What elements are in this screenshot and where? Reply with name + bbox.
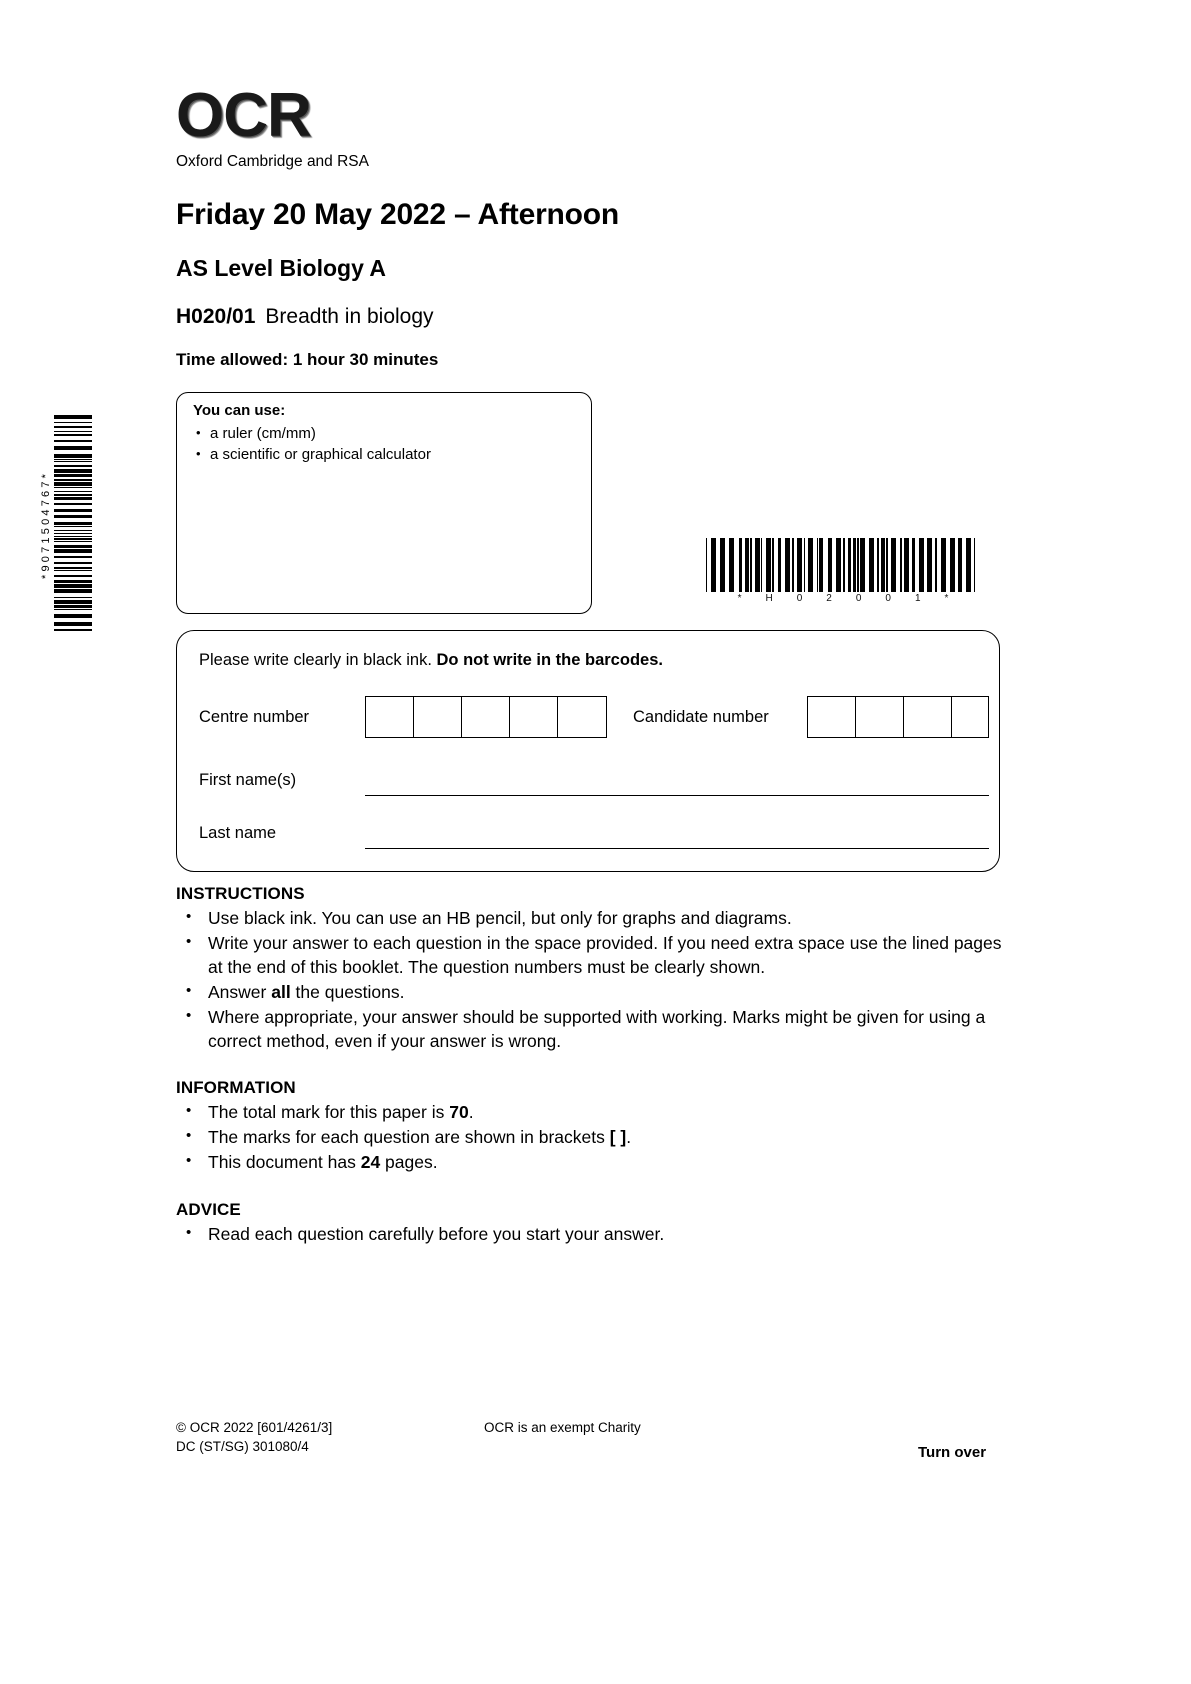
- ocr-strapline: Oxford Cambridge and RSA: [176, 153, 369, 170]
- last-name-row: [199, 824, 989, 860]
- information-list-item: • The total mark for this paper is 70.: [176, 1100, 1006, 1124]
- unit-title: [176, 305, 434, 329]
- centre-number-label: Centre number: [199, 708, 310, 726]
- candidate-number-input[interactable]: [807, 696, 989, 738]
- left-vertical-barcode: [40, 415, 92, 635]
- footer-copyright: © OCR 2022 [601/4261/3]: [176, 1420, 333, 1435]
- qualification-title: AS Level Biology A: [176, 255, 387, 281]
- information-list: [176, 1100, 1006, 1174]
- footer-left: [176, 1418, 332, 1456]
- candidate-note-plain: Please write clearly in black ink.: [199, 651, 437, 669]
- footer-turn-over: Turn over: [918, 1444, 987, 1461]
- materials-list-item: • a ruler (cm/mm): [193, 423, 431, 444]
- advice-heading: ADVICE: [176, 1200, 241, 1219]
- left-barcode-text: *9071504767*: [40, 470, 52, 580]
- unit-name: Breadth in biology: [265, 305, 434, 328]
- materials-list-item: • a scientific or graphical calculator: [193, 444, 431, 465]
- instructions-heading: INSTRUCTIONS: [176, 884, 305, 903]
- candidate-note-bold: Do not write in the barcodes.: [436, 651, 663, 669]
- information-list-item: • This document has 24 pages.: [176, 1150, 1006, 1174]
- ocr-logo-block: [176, 82, 416, 172]
- first-name-input[interactable]: [365, 795, 989, 796]
- top-barcode-text: *H02001*: [737, 593, 973, 604]
- left-barcode-bars: [54, 415, 92, 635]
- instructions-list-item: • Write your answer to each question in the space provided. If you need extra space use the lined pages at the end of this booklet. The question numbers must be clearly shown.: [176, 931, 1006, 979]
- first-name-row: [199, 771, 989, 807]
- instructions-list: [176, 906, 1006, 1053]
- candidate-number-label: Candidate number: [633, 708, 769, 726]
- instructions-list-item: • Answer all the questions.: [176, 980, 1006, 1004]
- exam-date-session: Friday 20 May 2022 – Afternoon: [176, 198, 620, 231]
- information-section: [176, 1078, 1006, 1175]
- advice-list-item: • Read each question carefully before you start your answer.: [176, 1222, 1006, 1246]
- footer-doc-code: DC (ST/SG) 301080/4: [176, 1439, 309, 1454]
- last-name-label: Last name: [199, 824, 277, 842]
- information-heading: INFORMATION: [176, 1078, 296, 1097]
- instructions-section: [176, 884, 1006, 1054]
- candidate-details-box: [176, 630, 1000, 872]
- first-name-label: First name(s): [199, 771, 297, 789]
- materials-box: [176, 392, 592, 614]
- unit-code: H020/01: [176, 305, 256, 328]
- candidate-details-note: [199, 651, 663, 670]
- advice-section: [176, 1200, 1006, 1247]
- last-name-input[interactable]: [365, 848, 989, 849]
- top-horizontal-barcode: [706, 538, 980, 604]
- instructions-list-item: • Where appropriate, your answer should be supported with working. Marks might be given for using a correct method, even if your answer is wrong.: [176, 1005, 1006, 1053]
- materials-box-title: You can use:: [193, 402, 286, 419]
- information-list-item: • The marks for each question are shown in brackets [ ].: [176, 1125, 1006, 1149]
- ocr-logo: OCR: [176, 81, 311, 150]
- footer-charity-note: OCR is an exempt Charity: [484, 1420, 641, 1435]
- number-fields-row: [199, 694, 989, 740]
- instructions-list-item: • Use black ink. You can use an HB pencil, but only for graphs and diagrams.: [176, 906, 1006, 930]
- centre-number-input[interactable]: [365, 696, 607, 738]
- materials-list: [193, 423, 431, 465]
- top-barcode-bars: [706, 538, 980, 592]
- time-allowed: Time allowed: 1 hour 30 minutes: [176, 350, 439, 369]
- page-footer: [0, 1418, 1191, 1478]
- advice-list: [176, 1222, 1006, 1246]
